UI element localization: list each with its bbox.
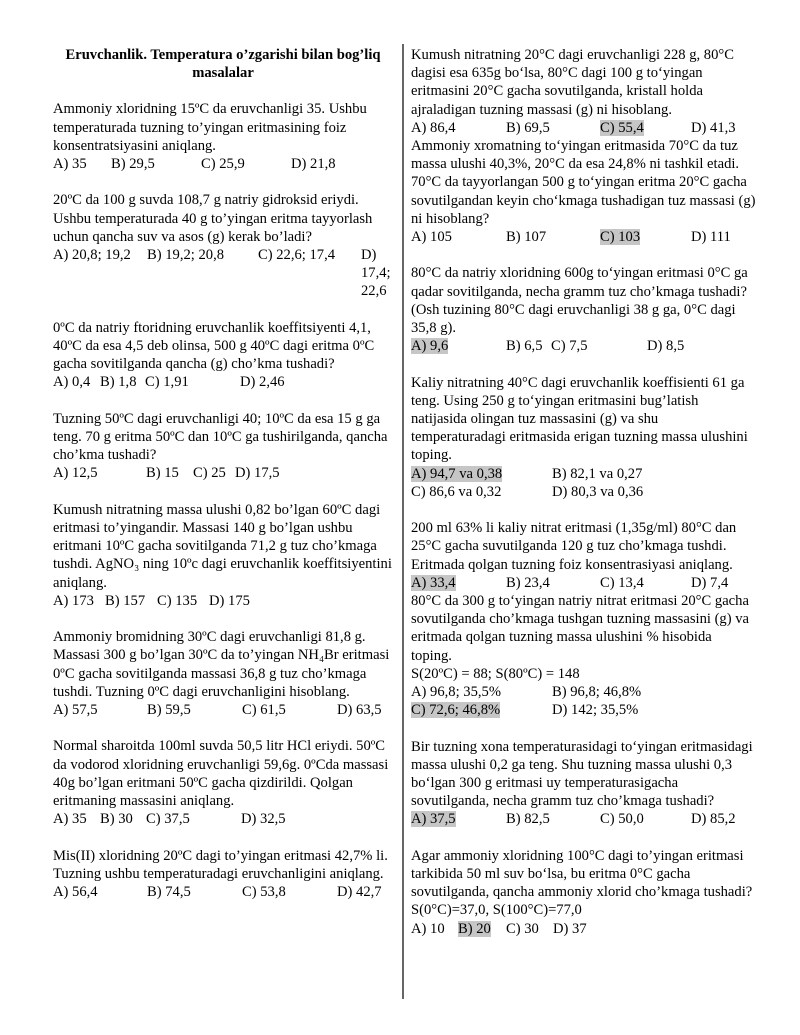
question-4: [53, 410, 393, 483]
option-c[interactable]: C) 30: [506, 920, 539, 937]
question-text: Bir tuzning xona temperaturasidagi to‘yingan eritmasidagi massa ulushi 0,2 ga teng. Shu tuzning massa ulushi 0,3 bo‘lgan 300 g eritmasi uy temperaturasigacha sovutilganda, necha gramm tuz cho’kmaga tushadi?: [411, 738, 753, 810]
option-a[interactable]: A) 57,5: [53, 702, 98, 719]
question-11: [411, 264, 756, 355]
option-a[interactable]: A) 20,8; 19,2: [53, 247, 131, 264]
option-b[interactable]: B) 82,1 va 0,27: [552, 465, 643, 482]
option-a[interactable]: A) 35: [53, 811, 87, 828]
option-a-highlighted[interactable]: [411, 465, 552, 483]
option-d[interactable]: D) 80,3 va 0,36: [552, 483, 644, 500]
question-12: [411, 374, 756, 501]
option-a[interactable]: A) 35: [53, 156, 87, 173]
solubility-formula: S(20ºC) = 88; S(80ºC) = 148: [411, 665, 580, 682]
answer-options: [53, 155, 393, 173]
question-16: [411, 847, 756, 938]
question-text: Kumush nitratning 20°C dagi eruvchanligi 228 g, 80°C dagisi esa 635g bo‘lsa, 80°C dagi 100 g to‘yingan eritmasini 20°C gacha sovutilganda, kristall holda ajraladigan tuzning massasi (g) ni hisoblang.: [411, 47, 734, 118]
option-d[interactable]: D) 21,8: [291, 156, 336, 173]
option-c[interactable]: C) 13,4: [600, 574, 644, 591]
option-a[interactable]: A) 10: [411, 920, 445, 937]
option-c[interactable]: C) 50,0: [600, 811, 644, 828]
page-title: Eruvchanlik. Temperatura o’zgarishi bilan bog’liq masalalar: [65, 47, 381, 82]
option-a[interactable]: A) 96,8; 35,5%: [411, 684, 501, 701]
answer-options: [53, 592, 393, 610]
option-b[interactable]: B) 157: [105, 592, 146, 609]
highlighted-answer: A) 33,4: [411, 574, 456, 591]
option-a-highlighted[interactable]: [411, 810, 506, 828]
option-d[interactable]: D) 41,3: [691, 119, 736, 136]
answer-options: [53, 810, 393, 828]
question-10: [411, 137, 756, 246]
question-9: [411, 46, 756, 137]
question-7: [53, 737, 393, 828]
option-b[interactable]: B) 74,5: [147, 884, 191, 901]
option-d[interactable]: D) 17,5: [235, 465, 280, 482]
option-c[interactable]: C) 61,5: [242, 702, 286, 719]
option-c[interactable]: C) 1,91: [145, 374, 189, 391]
option-d[interactable]: D) 7,4: [691, 574, 729, 591]
option-b[interactable]: B) 29,5: [111, 156, 155, 173]
option-d[interactable]: D) 2,46: [240, 374, 285, 391]
highlighted-answer: C) 103: [600, 229, 641, 246]
option-a[interactable]: A) 105: [411, 229, 452, 246]
highlighted-answer: C) 55,4: [600, 119, 644, 136]
option-d[interactable]: D) 17,4; 22,6: [361, 247, 391, 300]
option-d[interactable]: D) 63,5: [337, 702, 382, 719]
option-c[interactable]: C) 22,6; 17,4: [258, 247, 336, 264]
question-2: [53, 191, 393, 300]
answer-options: [53, 246, 393, 301]
highlighted-answer: A) 37,5: [411, 811, 456, 828]
option-b[interactable]: B) 96,8; 46,8%: [552, 684, 642, 701]
question-text: 20ºC da 100 g suvda 108,7 g natriy gidroksid eriydi. Ushbu temperaturada 40 g to’yingan eritma tayyorlash uchun qancha suv va asos (g) kerak bo’ladi?: [53, 192, 373, 245]
question-text: Agar ammoniy xloridning 100°C dagi to’yingan eritmasi tarkibida 50 ml suv bo‘lsa, bu eritma 0°C gacha sovutilganda, qancha ammoniy xlorid cho’kmaga tushadi? S(0°C)=37,0, S(100°C)=77,0: [411, 847, 753, 919]
option-d[interactable]: D) 42,7: [337, 884, 382, 901]
question-6: [53, 628, 393, 719]
question-text: 80°C da 300 g to‘yingan natriy nitrat eritmasi 20°C gacha sovutilganda cho’kmaga tushgan tuzning massasini (g) va eritmada qolgan tuzning massa ulushini % hisobida toping.: [411, 593, 750, 664]
option-b-highlighted[interactable]: [458, 920, 506, 938]
question-text: Tuzning 50ºC dagi eruvchanligi 40; 10ºC da esa 15 g ga teng. 70 g eritma 50ºC dan 10ºC ga tushirilganda, qancha cho’kma tushadi?: [53, 410, 388, 464]
option-b[interactable]: B) 19,2; 20,8: [147, 247, 225, 264]
right-column: [411, 46, 756, 938]
option-b[interactable]: B) 82,5: [506, 811, 550, 828]
highlighted-answer: A) 9,6: [411, 338, 449, 355]
option-c[interactable]: C) 37,5: [146, 811, 190, 828]
question-text: Ammoniy xloridning 15ºC da eruvchanligi 35. Ushbu temperaturada tuzning to’yingan eritmasining foiz konsentratsiyasini aniqlang.: [53, 101, 367, 154]
option-b[interactable]: B) 6,5: [506, 338, 543, 355]
highlighted-answer: A) 94,7 va 0,38: [411, 465, 503, 482]
option-b[interactable]: B) 30: [100, 811, 133, 828]
highlighted-answer: B) 20: [458, 920, 491, 937]
option-b[interactable]: B) 15: [146, 465, 179, 482]
question-text: Kaliy nitratning 40°C dagi eruvchanlik koeffisienti 61 ga teng. Using 250 g to‘yingan eritmasini bug’latish natijasida olingan tuz massasini (g) va shu temperaturadagi eritmasida erigan tuzning massa ulushini toping.: [411, 374, 748, 464]
option-d[interactable]: D) 8,5: [647, 338, 685, 355]
question-5: [53, 501, 393, 610]
option-a[interactable]: A) 173: [53, 592, 94, 609]
option-b[interactable]: B) 107: [506, 229, 547, 246]
highlighted-answer: C) 72,6; 46,8%: [411, 702, 501, 719]
question-text: Ammoniy xromatning to‘yingan eritmasida 70°C da tuz massa ulushi 40,3%, 20°C da esa 24,8% ni tashkil etadi. 70°C da tayyorlangan 500 g to‘yingan eritma 20°C gacha sovutilgandan keyin cho‘kmaga tushadigan tuz massasi (g) ni hisoblang?: [411, 138, 756, 227]
answer-options: [411, 337, 756, 355]
question-14: [411, 592, 756, 719]
option-c[interactable]: C) 7,5: [551, 338, 588, 355]
question-text: Normal sharoitda 100ml suvda 50,5 litr HCl eriydi. 50ºC da vodorod xloridning eruvchanligi 59,6g. 0ºCda massasi 40g bo’lgan eritmani 50ºC gacha qizdirildi. Qolgan eritmaning massasini aniqlang.: [53, 738, 389, 810]
answer-options: [411, 119, 756, 137]
answer-options: [411, 810, 756, 828]
answer-options: [53, 464, 393, 482]
option-c[interactable]: C) 135: [157, 592, 198, 609]
option-a[interactable]: A) 0,4: [53, 374, 91, 391]
option-c[interactable]: C) 53,8: [242, 884, 286, 901]
option-c-highlighted[interactable]: [411, 701, 552, 719]
option-c[interactable]: C) 86,6 va 0,32: [411, 483, 502, 500]
question-text: Kumush nitratning massa ulushi 0,82 bo’lgan 60ºC dagi eritmasi to’yingandir. Massasi 140 g bo’lgan ushbu eritmani 10ºC gacha sovitilganda 71,2 g tuz cho’kmaga tushdi. AgNO₃ ning 10ºc dagi eruvchanlik koeffitsiyentini aniqlang.: [53, 501, 392, 591]
question-text: 200 ml 63% li kaliy nitrat eritmasi (1,35g/ml) 80°C dan 25°C gacha suvutilganda 120 g tuz cho’kmaga tushdi. Eritmada qolgan tuzning foiz konsentrasiyasi aniqlang.: [411, 520, 737, 573]
option-c-highlighted[interactable]: [600, 228, 691, 246]
option-d[interactable]: D) 37: [553, 920, 587, 937]
question-13: [411, 519, 756, 592]
option-d[interactable]: D) 32,5: [241, 811, 286, 828]
question-15: [411, 738, 756, 829]
question-text: Ammoniy bromidning 30ºC dagi eruvchanligi 81,8 g. Massasi 300 g bo’lgan 30ºC da to’yingan NH₄Br eritmasi 0ºC gacha sovitilganda massasi 36,8 g tuz cho’kmaga tushdi. Tuzning 0ºC dagi eruvchanligini hisoblang.: [53, 629, 390, 700]
option-d[interactable]: D) 85,2: [691, 811, 736, 828]
answer-options: [411, 574, 756, 592]
option-b[interactable]: B) 1,8: [100, 374, 137, 391]
answer-options: [53, 701, 393, 719]
option-a[interactable]: A) 56,4: [53, 884, 98, 901]
option-b[interactable]: B) 59,5: [147, 702, 191, 719]
question-8: [53, 847, 393, 902]
left-column: [53, 46, 393, 901]
option-a[interactable]: A) 86,4: [411, 119, 456, 136]
question-text: 0ºC da natriy ftoridning eruvchanlik koeffitsiyenti 4,1, 40ºC da esa 4,5 deb olinsa, 500 g 40ºC dagi eritma 0ºC gacha sovitilganda qancha (g) cho’kma tushadi?: [53, 319, 375, 373]
option-d[interactable]: D) 142; 35,5%: [552, 702, 639, 719]
option-d[interactable]: D) 111: [691, 229, 731, 246]
answer-options: [53, 883, 393, 901]
option-b[interactable]: B) 69,5: [506, 119, 550, 136]
option-c-highlighted[interactable]: [600, 119, 691, 137]
option-c[interactable]: C) 25,9: [201, 156, 245, 173]
question-text: Mis(II) xloridning 20ºC dagi to’yingan eritmasi 42,7% li. Tuzning ushbu temperaturadagi eruvchanligini aniqlang.: [53, 847, 388, 882]
question-text: 80°C da natriy xloridning 600g to‘yingan eritmasi 0°C ga qadar sovitilganda, necha gramm tuz cho’kmaga tushadi? (Osh tuzining 80°C dagi eruvchanligi 38 g ga, 0°C dagi 35,8 g).: [411, 265, 748, 337]
answer-options: [411, 920, 756, 938]
option-d[interactable]: D) 175: [209, 592, 250, 609]
option-a-highlighted[interactable]: [411, 574, 506, 592]
answer-options: [411, 465, 756, 501]
option-c[interactable]: C) 25: [193, 465, 226, 482]
question-3: [53, 319, 393, 392]
answer-options: [411, 683, 756, 719]
answer-options: [53, 373, 393, 391]
column-divider: [402, 44, 404, 999]
question-1: [53, 100, 393, 173]
answer-options: [411, 228, 756, 246]
option-a-highlighted[interactable]: [411, 337, 506, 355]
option-a[interactable]: A) 12,5: [53, 465, 98, 482]
option-b[interactable]: B) 23,4: [506, 574, 550, 591]
